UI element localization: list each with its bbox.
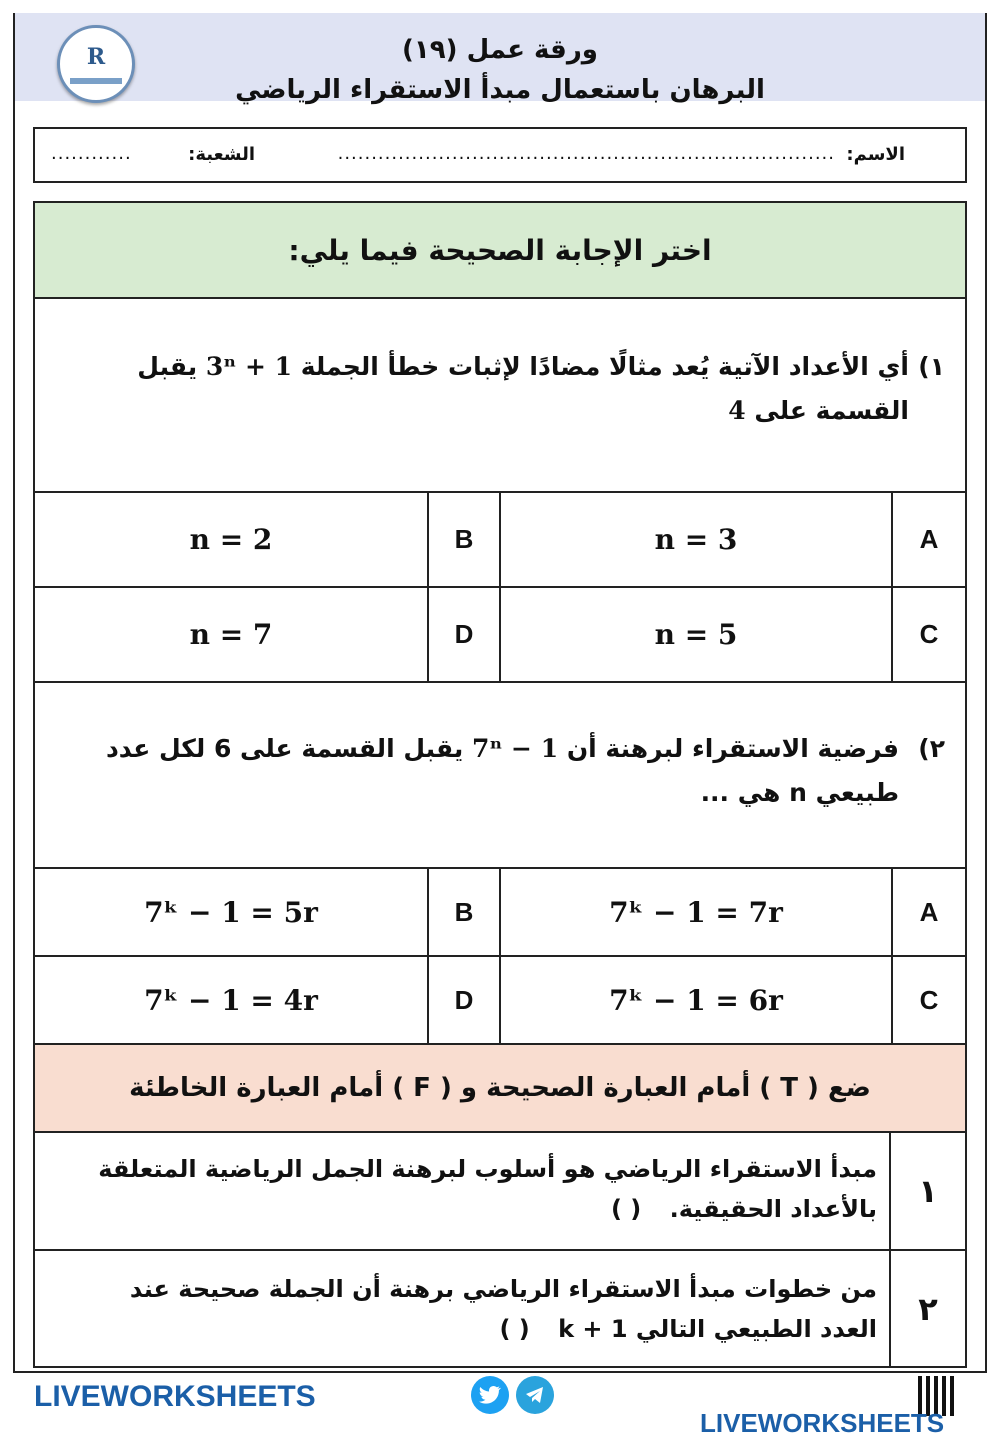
name-label: الاسم: [846, 144, 905, 165]
tf-answer-blank[interactable]: ( ) [610, 1195, 642, 1223]
liveworksheets-logo[interactable]: LIVEWORKSHEETS [34, 1380, 316, 1413]
worksheet-title: البرهان باستعمال مبدأ الاستقراء الرياضي [235, 75, 765, 105]
worksheet-body [33, 201, 967, 1368]
liveworksheets-watermark: LIVEWORKSHEETS [700, 1408, 945, 1438]
tf-statement: مبدأ الاستقراء الرياضي هو أسلوب لبرهنة الجمل الرياضية المتعلقة بالأعداد الحقيقية. [98, 1155, 877, 1223]
logo-letter: R [86, 44, 106, 70]
option-c[interactable]: n = 5 [654, 618, 738, 651]
mcq-title: اختر الإجابة الصحيحة فيما يلي: [35, 203, 965, 299]
tf-answer-blank[interactable]: ( ) [499, 1315, 530, 1343]
option-a[interactable]: n = 3 [654, 523, 738, 556]
question-number: ١) [918, 352, 945, 381]
option-b[interactable]: 7ᵏ − 1 = 5r [144, 895, 318, 929]
tf-item-2 [35, 1251, 965, 1366]
option-b[interactable]: n = 2 [189, 523, 273, 556]
options-row [35, 869, 965, 957]
telegram-icon[interactable] [516, 1376, 554, 1414]
tf-title: ضع ( T ) أمام العبارة الصحيحة و ( F ) أمام العبارة الخاطئة [35, 1045, 965, 1133]
question-2: ٢) فرضية الاستقراء لبرهنة أن 7ⁿ − 1 يقبل القسمة على 6 لكل عدد طبيعي n هي ... [35, 683, 965, 869]
question-number: ٢) [918, 734, 945, 763]
student-info-box [33, 127, 967, 183]
option-letter: B [454, 896, 474, 927]
option-letter: D [454, 619, 474, 649]
worksheet-header [13, 13, 987, 105]
option-letter: C [919, 619, 939, 649]
option-letter: C [919, 984, 939, 1015]
section-label: الشعبة: [188, 144, 255, 165]
tf-number: ١ [918, 1172, 938, 1210]
option-a[interactable]: 7ᵏ − 1 = 7r [609, 895, 783, 929]
tf-number: ٢ [918, 1289, 938, 1328]
option-d[interactable]: 7ᵏ − 1 = 4r [144, 983, 318, 1017]
section-field[interactable]: ............ [51, 143, 132, 164]
option-letter: A [919, 524, 939, 554]
question-expression: 3ⁿ + 1 [205, 352, 293, 381]
option-c[interactable]: 7ᵏ − 1 = 6r [609, 983, 783, 1017]
options-row [35, 957, 965, 1045]
option-letter: D [454, 984, 474, 1015]
options-row [35, 493, 965, 588]
question-1: ١) أي الأعداد الآتية يُعد مثالًا مضادًا لإثبات خطأ الجملة 3ⁿ + 1 يقبل القسمة على 4 [35, 299, 965, 493]
question-expression: 7ⁿ − 1 [471, 734, 559, 763]
twitter-icon[interactable] [471, 1376, 509, 1414]
tf-statement: من خطوات مبدأ الاستقراء الرياضي برهنة أن الجملة صحيحة عند العدد الطبيعي التالي k + 1 [129, 1275, 877, 1343]
worksheet-number: ورقة عمل (١٩) [402, 35, 598, 65]
name-field[interactable]: .......................................................................... [337, 143, 835, 164]
options-row [35, 588, 965, 683]
option-letter: A [919, 896, 939, 927]
option-letter: B [454, 524, 474, 554]
tf-item-1 [35, 1133, 965, 1251]
option-d[interactable]: n = 7 [189, 618, 273, 651]
